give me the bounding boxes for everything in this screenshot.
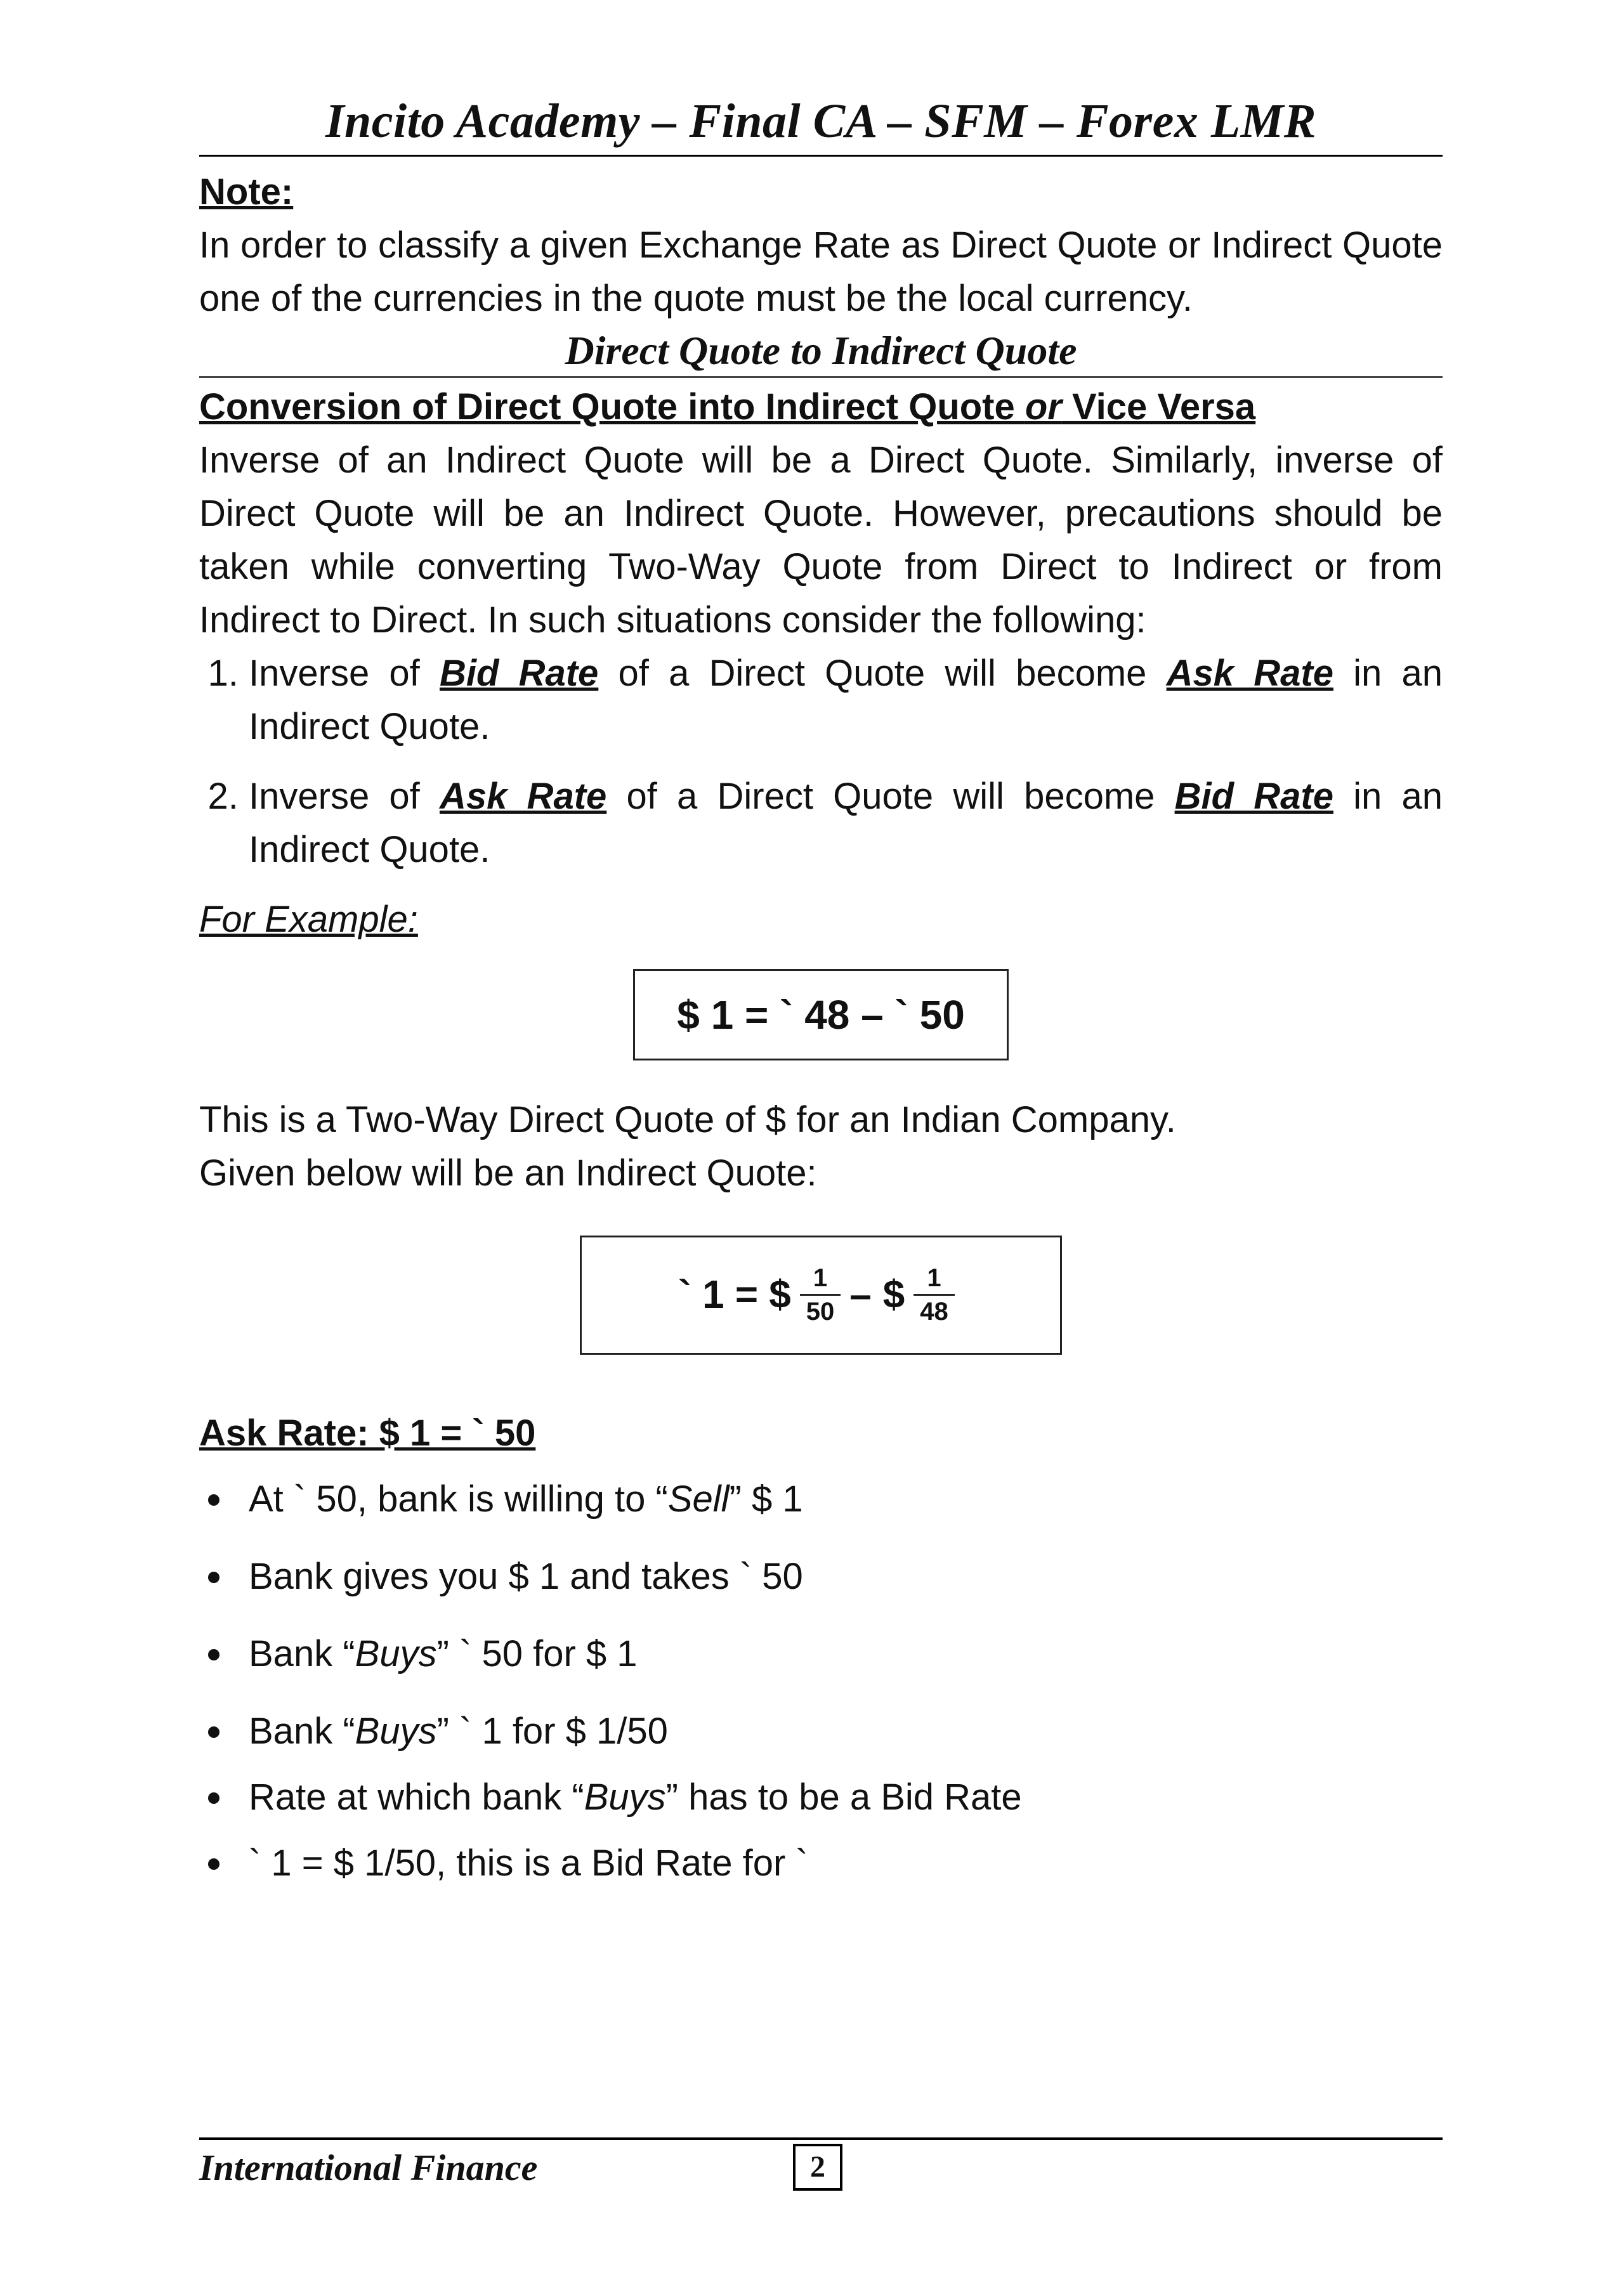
section-title: Direct Quote to Indirect Quote [199, 325, 1443, 378]
indirect-quote-lhs: ` 1 = $ [678, 1273, 791, 1317]
indirect-quote-dash: – [849, 1273, 872, 1317]
fraction-numerator: 1 [927, 1264, 941, 1293]
example-line-2: Given below will be an Indirect Quote: [199, 1152, 817, 1194]
conversion-heading-pre: Conversion of Direct Quote into Indirect Quote [199, 386, 1025, 427]
direct-quote-box [633, 969, 1009, 1060]
point-term: Ask Rate [439, 775, 607, 817]
bullet-emphasis: Buys [355, 1710, 437, 1752]
fraction-1-48 [914, 1262, 955, 1327]
bullet-item [199, 1837, 1443, 1890]
example-label: For Example: [199, 898, 418, 940]
note-text: In order to classify a given Exchange Rate as Direct Quote or Indirect Quote one of the currencies in the quote must be the local currency. [199, 224, 1443, 319]
bullet-emphasis: Sell [667, 1478, 730, 1520]
fraction-1-50 [800, 1262, 841, 1327]
bullet-text: At ` 50, bank is willing to “ [249, 1478, 668, 1520]
bullet-item [199, 1705, 1443, 1758]
point-term: Bid Rate [1174, 775, 1333, 817]
conversion-text: Inverse of an Indirect Quote will be a Direct Quote. Similarly, inverse of Direct Quote will be an Indirect Quote. However, precautions should be taken while converting Two-Way Quote from Direct to Indirect or from Indirect to Direct. In such situations consider the following: [199, 439, 1443, 641]
fraction-denominator: 50 [806, 1298, 835, 1326]
conversion-point [249, 770, 1443, 877]
page-header-title: Incito Academy – Final CA – SFM – Forex LMR [199, 95, 1443, 157]
fraction-denominator: 48 [920, 1298, 948, 1326]
bullet-text: ” has to be a Bid Rate [665, 1776, 1022, 1818]
point-text: in an Indirect Quote. [249, 775, 1443, 870]
bullet-text: Bank “ [249, 1710, 355, 1752]
bullet-emphasis: Buys [584, 1776, 666, 1818]
note-label: Note: [199, 171, 294, 212]
bullet-text: Rate at which bank “ [249, 1776, 584, 1818]
bullet-text: Bank “ [249, 1633, 355, 1674]
conversion-heading-post: Vice Versa [1061, 386, 1256, 427]
bullet-text: ” ` 1 for $ 1/50 [436, 1710, 668, 1752]
ask-rate-heading: Ask Rate: $ 1 = ` 50 [199, 1412, 536, 1454]
page-footer [199, 2137, 1443, 2191]
bullet-text: ” ` 50 for $ 1 [436, 1633, 638, 1674]
point-term: Bid Rate [439, 652, 599, 694]
point-text: of a Direct Quote will become [606, 775, 1175, 817]
point-text: Inverse of [249, 652, 440, 694]
bullet-item [199, 1627, 1443, 1681]
conversion-points-list [199, 647, 1443, 877]
example-line-1: This is a Two-Way Direct Quote of $ for an Indian Company. [199, 1099, 1176, 1140]
bullet-text: ` 1 = $ 1/50, this is a Bid Rate for ` [249, 1842, 808, 1884]
direct-quote-text: $ 1 = ` 48 – ` 50 [677, 991, 965, 1038]
point-text: in an Indirect Quote. [249, 652, 1443, 747]
fraction-numerator: 1 [813, 1264, 828, 1293]
conversion-point [249, 647, 1443, 753]
bullet-item [199, 1473, 1443, 1526]
bullet-text: Bank gives you $ 1 and takes ` 50 [249, 1555, 803, 1597]
conversion-heading-or: or [1025, 386, 1062, 427]
indirect-quote-box [580, 1236, 1062, 1355]
point-text: Inverse of [249, 775, 440, 817]
point-term: Ask Rate [1166, 652, 1333, 694]
indirect-quote-dollar: $ [882, 1273, 905, 1317]
bullet-item [199, 1771, 1443, 1824]
bullet-item [199, 1550, 1443, 1603]
conversion-heading [199, 381, 1443, 434]
bullet-emphasis: Buys [355, 1633, 437, 1674]
document-page [199, 95, 1443, 1914]
page-number: 2 [793, 2144, 842, 2191]
footer-title: International Finance [199, 2147, 538, 2188]
point-text: of a Direct Quote will become [598, 652, 1167, 694]
ask-rate-bullets [199, 1473, 1443, 1890]
bullet-text: ” $ 1 [729, 1478, 803, 1520]
